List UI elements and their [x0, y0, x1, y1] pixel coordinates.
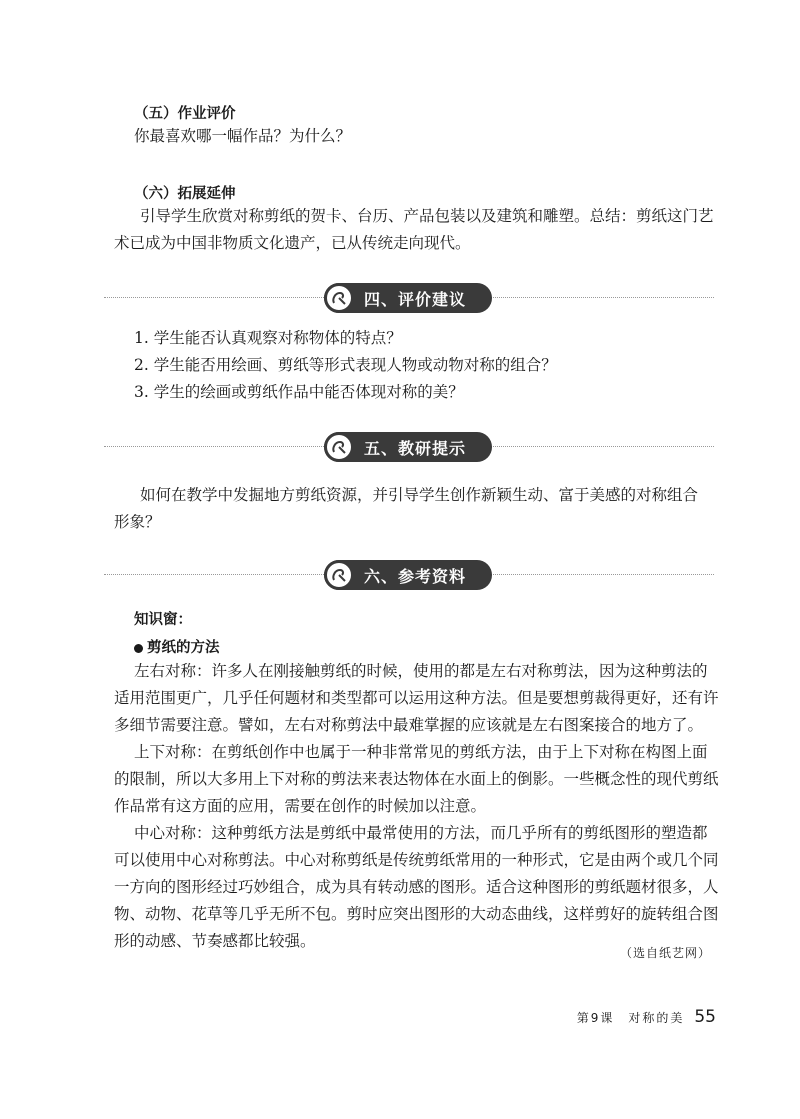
section5-heading: （五）作业评价 [134, 106, 236, 122]
knowledge-window-label: 知识窗： [134, 612, 192, 628]
text-line: 上下对称：在剪纸创作中也属于一种非常常见的剪纸方法，由于上下对称在构图上面 [134, 743, 708, 761]
text-line: 形的动感、节奏感都比较强。 [114, 932, 316, 950]
section-divider-eval [104, 283, 714, 313]
text-line: 多细节需要注意。譬如，左右对称剪法中最难掌握的应该就是左右图案接合的地方了。 [114, 716, 704, 734]
bullet-icon [134, 644, 143, 653]
bullet-heading-text: 剪纸的方法 [147, 640, 220, 656]
research-body [114, 482, 714, 536]
section6-body [114, 203, 714, 257]
lesson-title: 第9课 对称的美 [576, 1011, 685, 1025]
section-badge [324, 283, 492, 313]
text-line: 一方向的图形经过巧妙组合，成为具有转动感的图形。适合这种图形的剪纸题材很多，人 [114, 878, 719, 896]
text-line: 适用范围更广，几乎任何题材和类型都可以运用这种方法。但是要想剪裁得更好，还有许 [114, 689, 719, 707]
reference-body [114, 658, 719, 955]
text-line: 可以使用中心对称剪法。中心对称剪纸是传统剪纸常用的一种形式，它是由两个或几个同 [114, 851, 719, 869]
badge-label: 四、评价建议 [364, 289, 467, 309]
text-line: 术已成为中国非物质文化遗产，已从传统走向现代。 [114, 234, 471, 252]
text-line: 形象？ [114, 513, 161, 531]
badge-label: 五、教研提示 [364, 438, 467, 458]
text-line: 左右对称：许多人在刚接触剪纸的时候，使用的都是左右对称剪法，因为这种剪法的 [134, 662, 708, 680]
text-line: 作品常有这方面的应用，需要在创作的时候加以注意。 [114, 797, 487, 815]
scissors-icon [324, 283, 354, 313]
scissors-icon [324, 432, 354, 462]
section-badge [324, 432, 492, 462]
section5-text: 你最喜欢哪一幅作品？为什么？ [134, 127, 352, 145]
section-divider-research [104, 432, 714, 462]
list-item: 2. 学生能否用绘画、剪纸等形式表现人物或动物对称的组合？ [134, 356, 557, 374]
source-note: （选自纸艺网） [620, 946, 712, 960]
section6-heading: （六）拓展延伸 [134, 186, 236, 202]
text-line: 的限制，所以大多用上下对称的剪法来表达物体在水面上的倒影。一些概念性的现代剪纸 [114, 770, 719, 788]
section-divider-ref [104, 560, 714, 590]
text-line: 如何在教学中发掘地方剪纸资源，并引导学生创作新颖生动、富于美感的对称组合 [140, 486, 699, 504]
text-line: 中心对称：这种剪纸方法是剪纸中最常使用的方法，而几乎所有的剪纸图形的塑造都 [134, 824, 708, 842]
list-item: 1. 学生能否认真观察对称物体的特点？ [134, 329, 402, 347]
page-footer [577, 1007, 716, 1027]
text-line: 物、动物、花草等几乎无所不包。剪时应突出图形的大动态曲线，这样剪好的旋转组合图 [114, 905, 719, 923]
bullet-heading [134, 636, 714, 657]
text-line: 引导学生欣赏对称剪纸的贺卡、台历、产品包装以及建筑和雕塑。总结：剪纸这门艺 [140, 207, 714, 225]
list-item: 3. 学生的绘画或剪纸作品中能否体现对称的美？ [134, 383, 464, 401]
section-badge [324, 560, 492, 590]
evaluation-list [134, 325, 714, 406]
badge-label: 六、参考资料 [364, 566, 467, 586]
scissors-icon [324, 560, 354, 590]
page-number: 55 [694, 1007, 716, 1027]
